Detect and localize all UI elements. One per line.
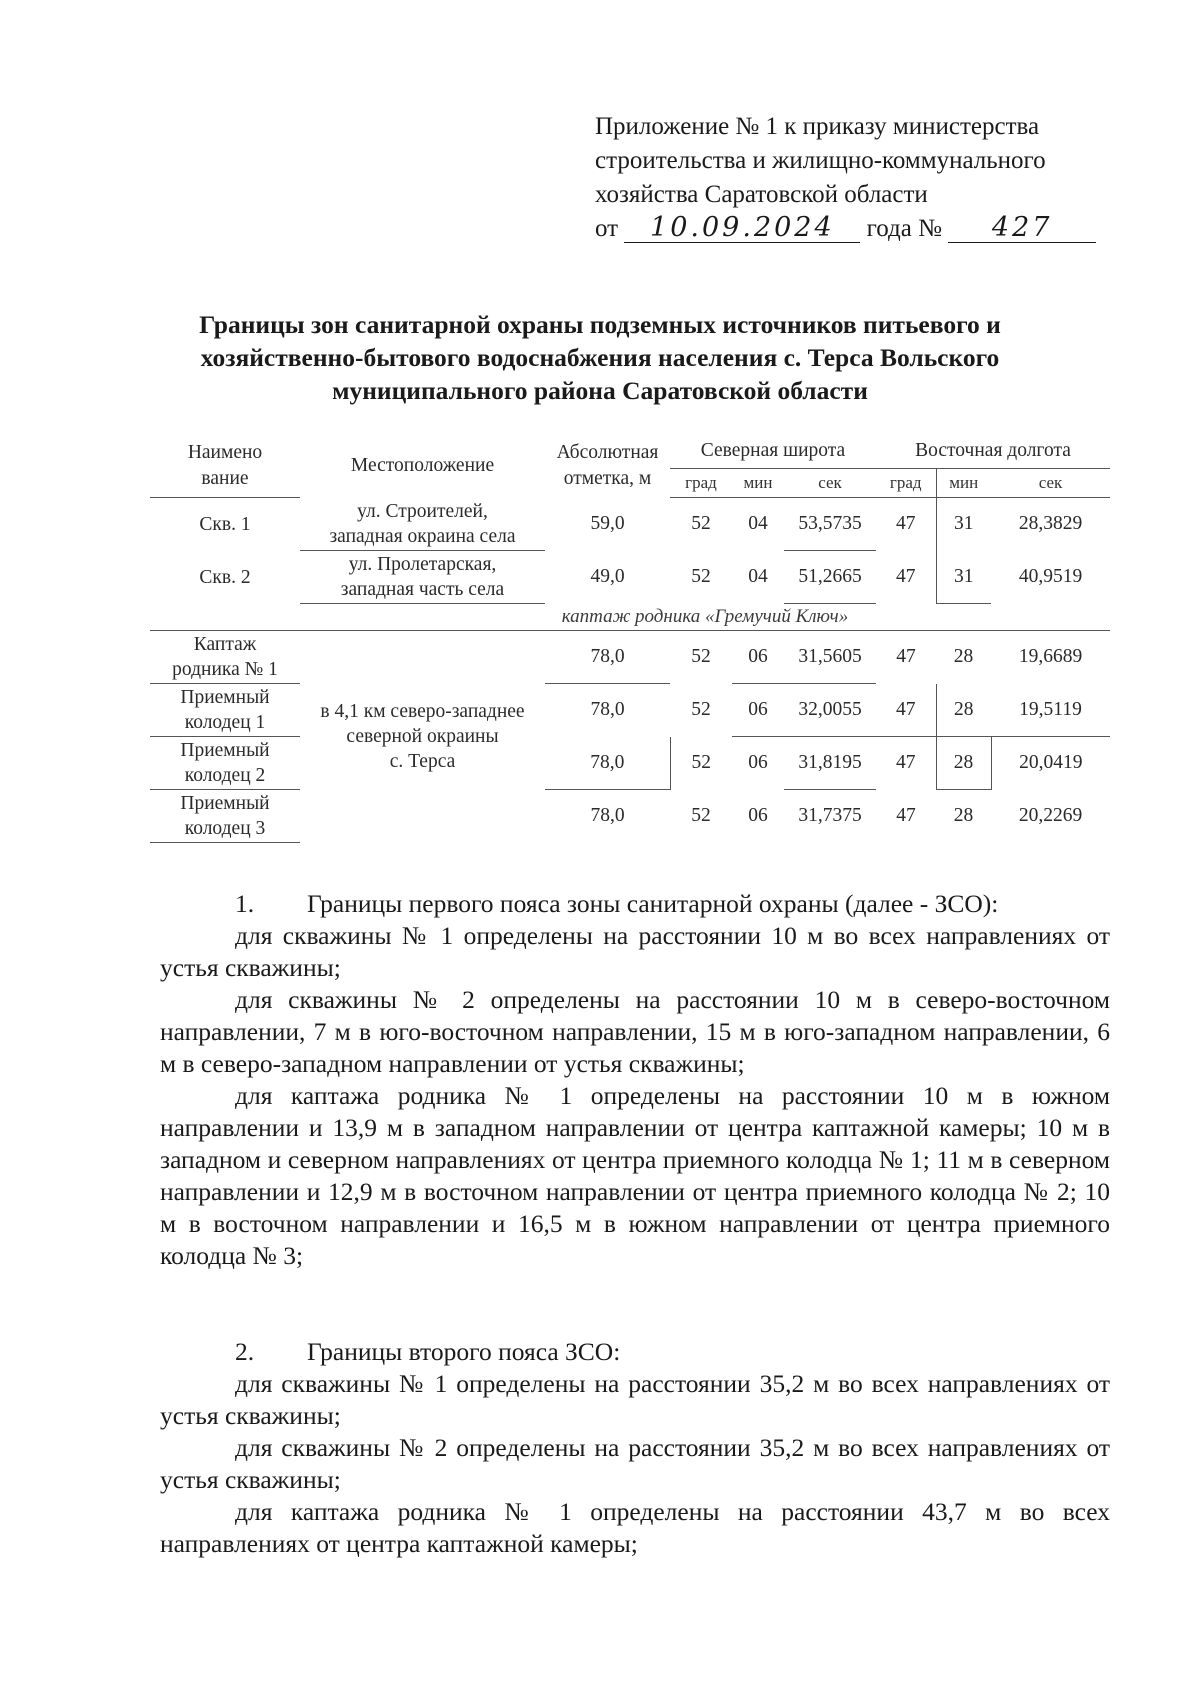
header-east-min: мин [936,469,991,498]
header-east-deg: град [876,469,936,498]
row-north-deg: 52 [691,513,711,535]
section-2-title: Границы второго пояса ЗСО: [307,1337,621,1366]
row-north-deg: 52 [691,805,711,826]
header-north-min: мин [732,469,784,498]
row-name [150,631,300,684]
row-east-sec: 19,5119 [991,684,1110,737]
section-1-title: Границы первого пояса зоны санитарной охраны (далее - ЗСО): [307,889,999,918]
spring-location [300,631,545,843]
row-name [150,684,300,737]
header-north-deg: град [670,469,732,498]
row-north-deg: 52 [691,566,711,587]
row-north-sec: 51,2665 [784,551,876,604]
header-east-longitude: Восточная долгота [876,434,1110,469]
row-north-sec: 31,7375 [798,805,862,827]
header-altitude [545,434,670,498]
row-east-sec: 19,6689 [1018,646,1083,668]
header-name [150,434,300,498]
section-2-heading [160,1336,1110,1368]
header-name-part-2: вание [201,467,249,489]
order-number-handwritten: 427 [948,214,1096,243]
row-north-deg: 52 [691,646,711,668]
table-row [150,631,1110,684]
annex-date-line [595,212,1115,246]
row-name-line-1: Каптаж [193,634,257,655]
annex-line-2: строительства и жилищно-коммунального [595,147,1046,174]
annex-line-3: хозяйства Саратовской области [595,181,928,208]
row-east-deg: 47 [896,752,916,774]
row-east-sec: 20,0419 [991,737,1110,790]
section-1-heading [160,888,1110,920]
table-row [150,551,1110,604]
row-name: Скв. 1 [199,513,251,535]
row-altitude: 78,0 [590,805,625,827]
title-line-3: муниципального района Саратовской области [332,376,868,405]
row-east-min: 28 [953,646,974,668]
row-north-deg: 52 [691,699,711,720]
spring-location-line-2: северной окраины [346,726,499,748]
row-east-min: 31 [936,498,991,551]
row-location [300,498,545,551]
row-east-deg: 47 [896,566,916,587]
row-north-min: 06 [748,752,768,774]
spring-location-line-1: в 4,1 км северо-западнее [320,701,525,723]
row-name [150,737,300,790]
row-north-deg: 52 [670,737,732,790]
row-location [300,551,545,604]
row-east-sec: 40,9519 [1018,566,1083,587]
header-altitude-part-2: отметка, м [563,467,652,489]
document-title [150,308,1050,407]
section-1-number: 1. [235,889,255,918]
section-1-paragraph-1: для скважины № 1 определены на расстоянии 10 м во всех направлениях от устья скважины; [160,921,1110,982]
row-east-sec: 20,2269 [1018,805,1083,826]
row-east-min: 28 [953,805,974,827]
row-north-sec: 31,5605 [784,631,876,684]
row-name-line-2: колодец 2 [184,765,266,786]
row-east-deg: 47 [896,805,916,826]
spring-caption: каптаж родника «Гремучий Ключ» [300,604,1110,631]
section-2-paragraph-1: для скважины № 1 определены на расстоянии 35,2 м во всех направлениях от устья скважины; [160,1369,1110,1430]
row-name [150,790,300,843]
section-1-paragraph-3: для каптажа родника № 1 определены на расстоянии 10 м в южном направлении и 13,9 м в западном направлении от центра каптажной камеры; 10 м в западном и северном направлениях от центра приемного колодца № 1; 11 м в северном направлении и 12,9 м в восточном направлении от центра приемного колодца № 2; 10 м в восточном направлении и 16,5 м в южном направлении от центра приемного колодца № 3; [160,1081,1110,1270]
document-body [160,888,1110,1560]
row-altitude: 78,0 [590,699,625,721]
table-row [150,737,1110,790]
row-north-min: 06 [732,684,784,737]
row-name-line-1: Приемный [180,687,270,708]
header-north-sec: сек [784,469,876,498]
row-north-sec: 31,8195 [784,737,876,790]
row-altitude: 78,0 [545,631,670,684]
header-location: Местоположение [350,454,495,476]
year-word: года № [866,215,942,242]
spring-caption-row [150,604,1110,631]
row-location-line-1: ул. Строителей, [357,500,488,522]
row-east-deg: 47 [896,513,916,535]
row-north-min: 06 [748,805,768,826]
coordinates-table [150,434,1110,843]
row-name-line-2: колодец 1 [184,712,266,733]
row-east-deg: 47 [876,684,936,737]
row-north-min: 04 [748,513,768,535]
header-north-latitude: Северная широта [670,434,876,469]
date-prefix: от [595,215,619,242]
row-name-line-1: Приемный [180,793,270,814]
row-location-line-2: западная часть села [340,579,505,600]
row-name-line-2: колодец 3 [184,818,266,839]
row-location-line-1: ул. Пролетарская, [348,554,497,575]
row-east-min: 31 [936,551,991,604]
row-east-min: 28 [936,737,991,790]
table-row [150,684,1110,737]
section-2-number: 2. [235,1337,255,1366]
row-north-sec: 32,0055 [784,684,876,737]
row-location-line-2: западная окраина села [329,525,516,547]
row-north-min: 04 [748,566,768,587]
row-name-line-1: Приемный [180,740,270,761]
section-1-paragraph-2: для скважины № 2 определены на расстоянии 10 м в северо-восточном направлении, 7 м в юго-восточном направлении, 15 м в юго-западном направлении, 6 м в северо-западном направлении от устья скважины; [160,985,1110,1078]
header-name-part-1: Наимено [187,441,263,463]
row-altitude: 59,0 [590,513,625,534]
order-date-handwritten: 10.09.2024 [624,214,860,243]
row-east-deg: 47 [896,646,916,668]
row-name: Скв. 2 [199,566,251,588]
header-altitude-part-1: Абсолютная [556,441,659,463]
header-east-sec: сек [991,469,1110,498]
row-altitude: 49,0 [590,566,625,587]
title-line-1: Границы зон санитарной охраны подземных источников питьевого и [199,310,1001,339]
section-2-paragraph-3: для каптажа родника № 1 определены на расстоянии 43,7 м во всех направлениях от центра каптажной камеры; [160,1497,1110,1558]
table-row [150,498,1110,551]
annex-header [595,110,1115,246]
row-north-min: 06 [732,631,784,684]
row-name-line-2: родника № 1 [172,659,278,680]
row-east-sec: 28,3829 [1018,513,1083,535]
row-north-sec: 53,5735 [784,498,876,551]
row-east-min: 28 [936,684,991,737]
section-2-paragraph-2: для скважины № 2 определены на расстоянии 35,2 м во всех направлениях от устья скважины; [160,1433,1110,1494]
title-line-2: хозяйственно-бытового водоснабжения населения с. Терса Вольского [200,343,1000,372]
table-row [150,790,1110,843]
spring-location-line-3: с. Терса [389,751,456,773]
annex-line-1: Приложение № 1 к приказу министерства [595,113,1040,140]
row-altitude: 78,0 [545,737,670,790]
